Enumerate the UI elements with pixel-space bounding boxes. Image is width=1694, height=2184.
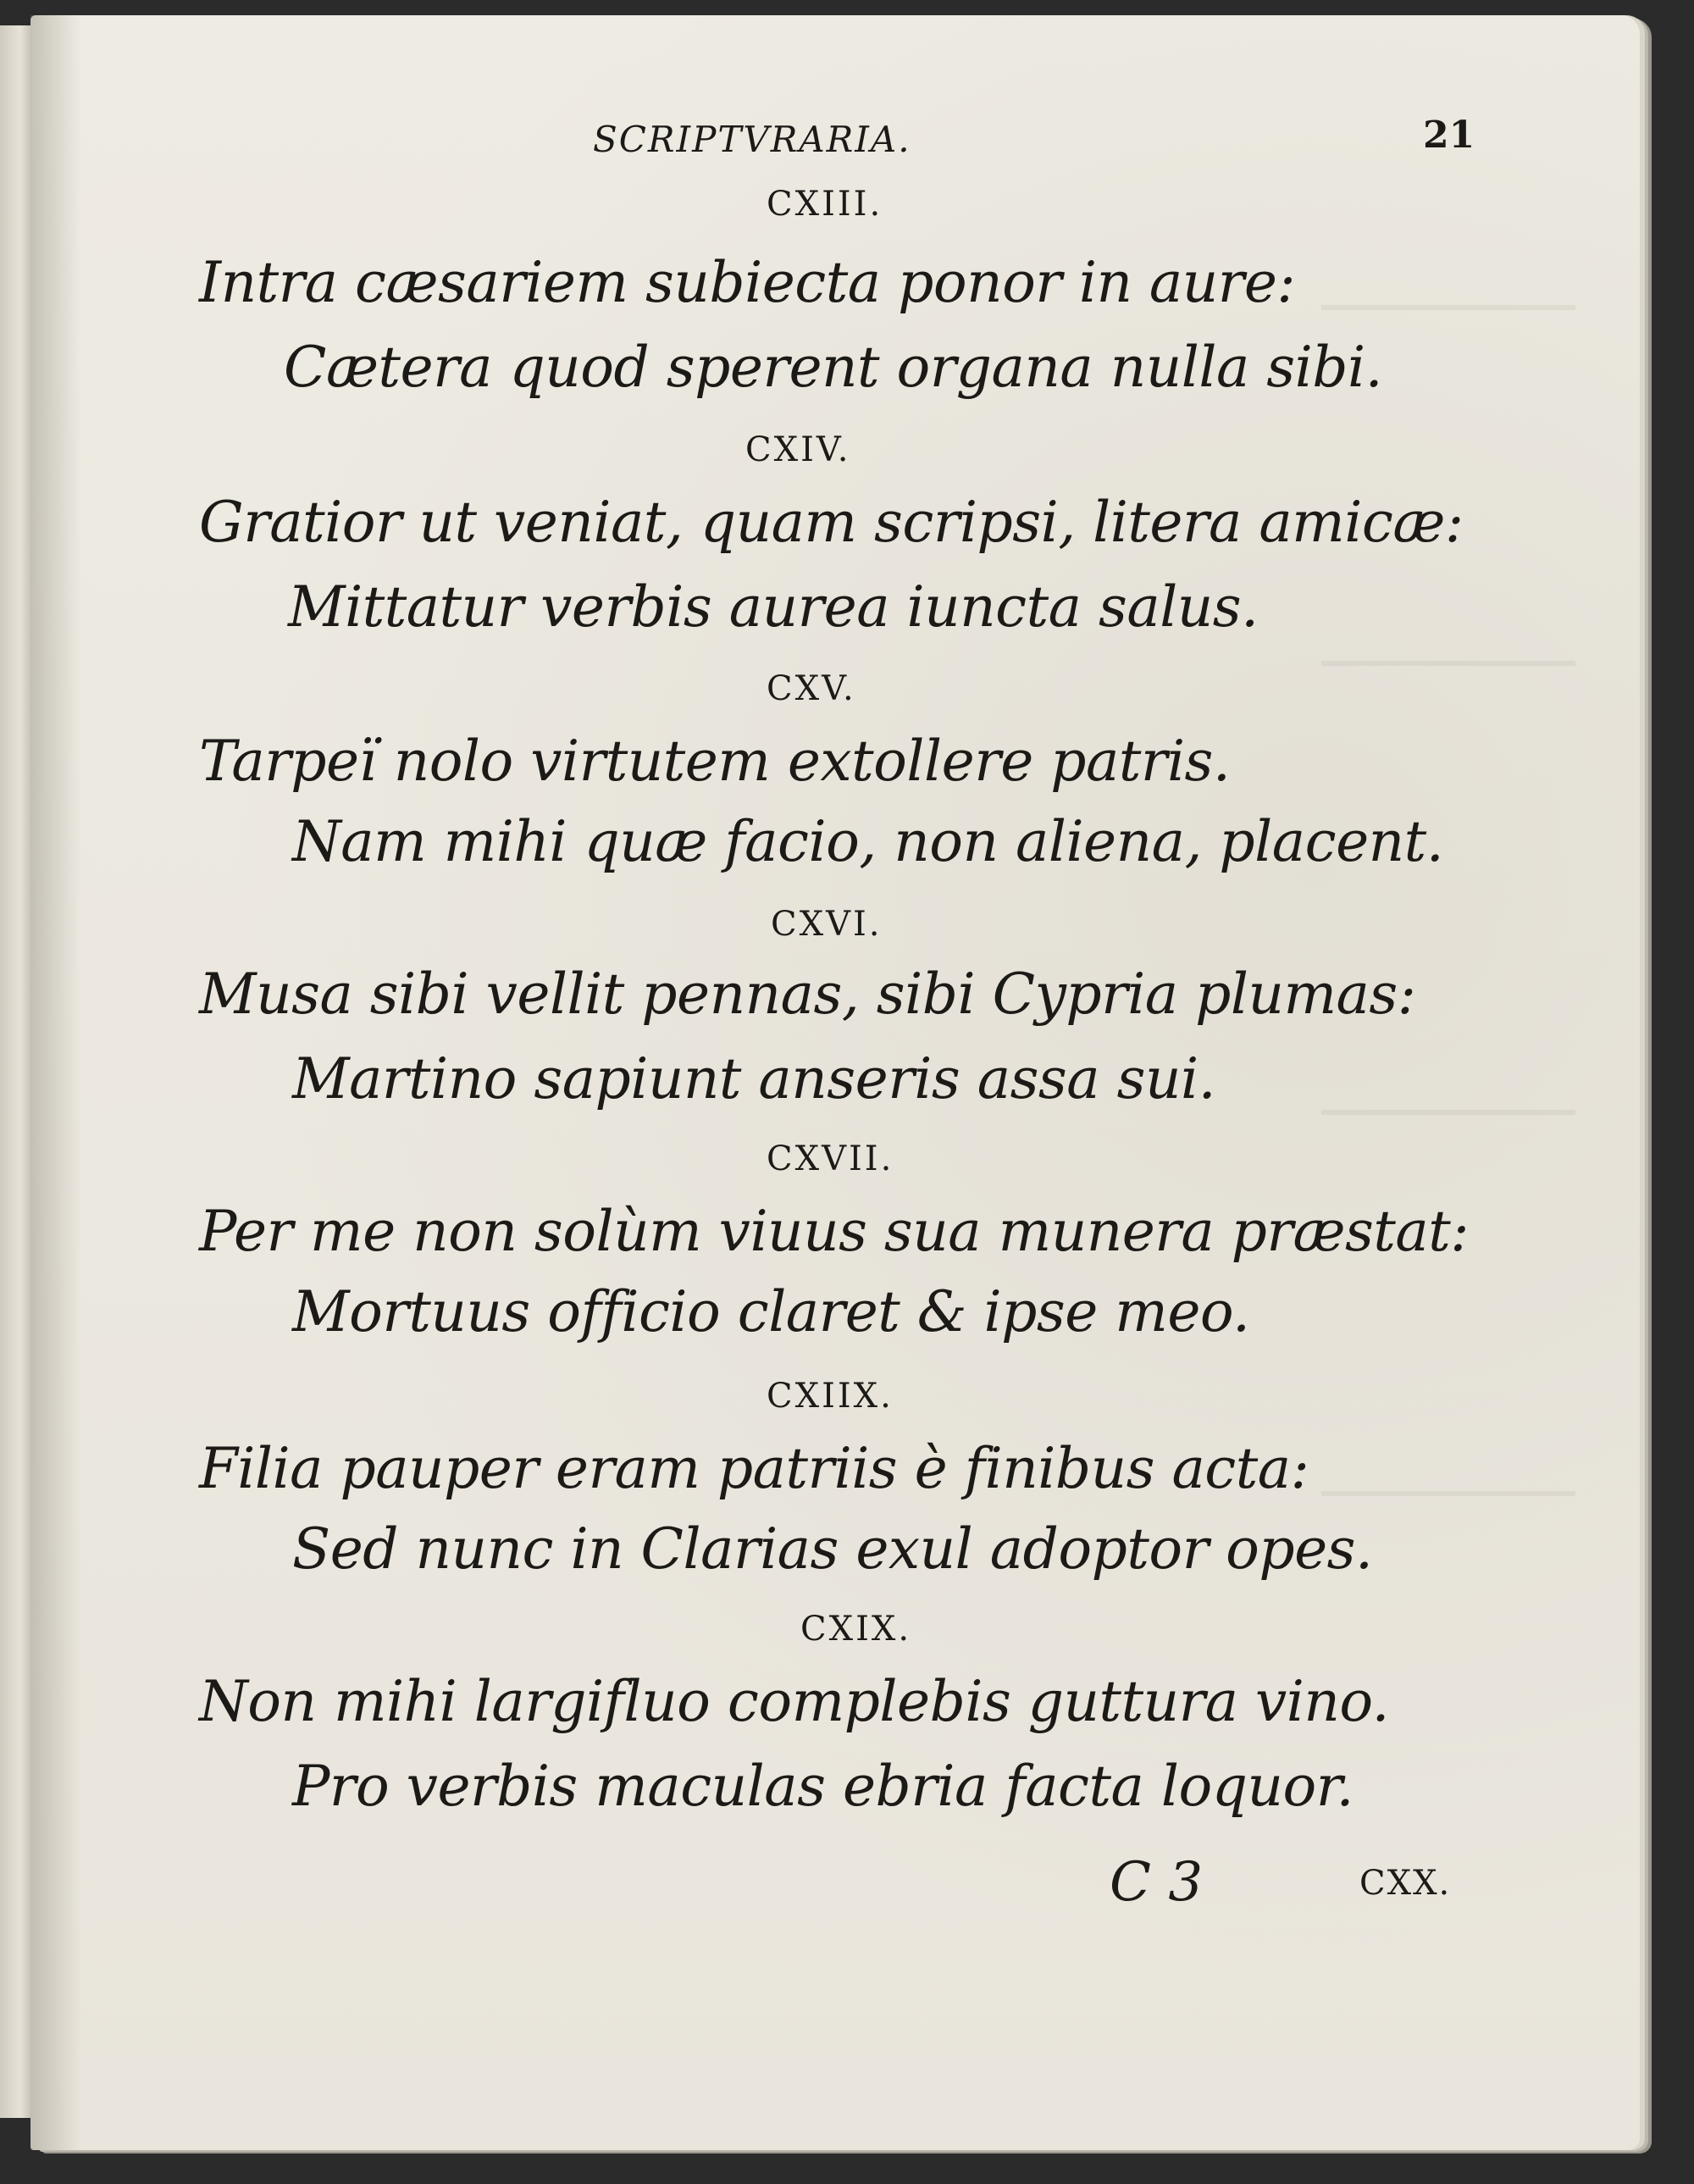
verse-line: Tarpeï nolo virtutem extollere patris. xyxy=(199,729,1231,794)
catchword: CXX. xyxy=(1359,1864,1452,1903)
gutter-shadow xyxy=(30,15,81,2150)
page-number: 21 xyxy=(1423,114,1475,157)
show-through-mark xyxy=(1321,610,1575,666)
signature-mark: C 3 xyxy=(1110,1851,1204,1914)
epigram-numeral: CXVI. xyxy=(771,905,883,944)
verse-line: Filia pauper eram patriis è finibus acta: xyxy=(199,1436,1309,1501)
verse-line: Martino sapiunt anseris assa sui. xyxy=(292,1046,1216,1111)
epigram-numeral: CXVII. xyxy=(767,1139,894,1178)
epigram-numeral: CXIIX. xyxy=(767,1377,894,1416)
verse-line: Gratior ut veniat, quam scripsi, litera amicæ: xyxy=(199,490,1464,555)
epigram-numeral: CXIV. xyxy=(745,430,851,469)
verse-line: Non mihi largifluo complebis guttura vino. xyxy=(199,1669,1389,1734)
verse-line: Cætera quod sperent organa nulla sibi. xyxy=(284,335,1383,400)
verse-line: Per me non solùm viuus sua munera præstat: xyxy=(199,1199,1469,1264)
verse-line: Pro verbis maculas ebria facta loquor. xyxy=(292,1754,1354,1819)
show-through-mark xyxy=(1321,1440,1575,1496)
epigram-numeral: CXIX. xyxy=(800,1610,912,1649)
verse-line: Mortuus officio claret & ipse meo. xyxy=(292,1279,1250,1344)
verse-line: Mittatur verbis aurea iuncta salus. xyxy=(288,574,1259,640)
verse-line: Musa sibi vellit pennas, sibi Cypria plumas: xyxy=(199,962,1416,1027)
show-through-mark xyxy=(1321,254,1575,310)
verse-line: Intra cæsariem subiecta ponor in aure: xyxy=(199,250,1296,315)
verse-line: Sed nunc in Clarias exul adoptor opes. xyxy=(292,1516,1373,1582)
epigram-numeral: CXIII. xyxy=(767,185,883,224)
verse-line: Nam mihi quæ facio, non aliena, placent. xyxy=(292,809,1444,874)
epigram-numeral: CXV. xyxy=(767,669,856,708)
running-head: SCRIPTVRARIA. xyxy=(593,119,911,160)
show-through-mark xyxy=(1321,1059,1575,1115)
